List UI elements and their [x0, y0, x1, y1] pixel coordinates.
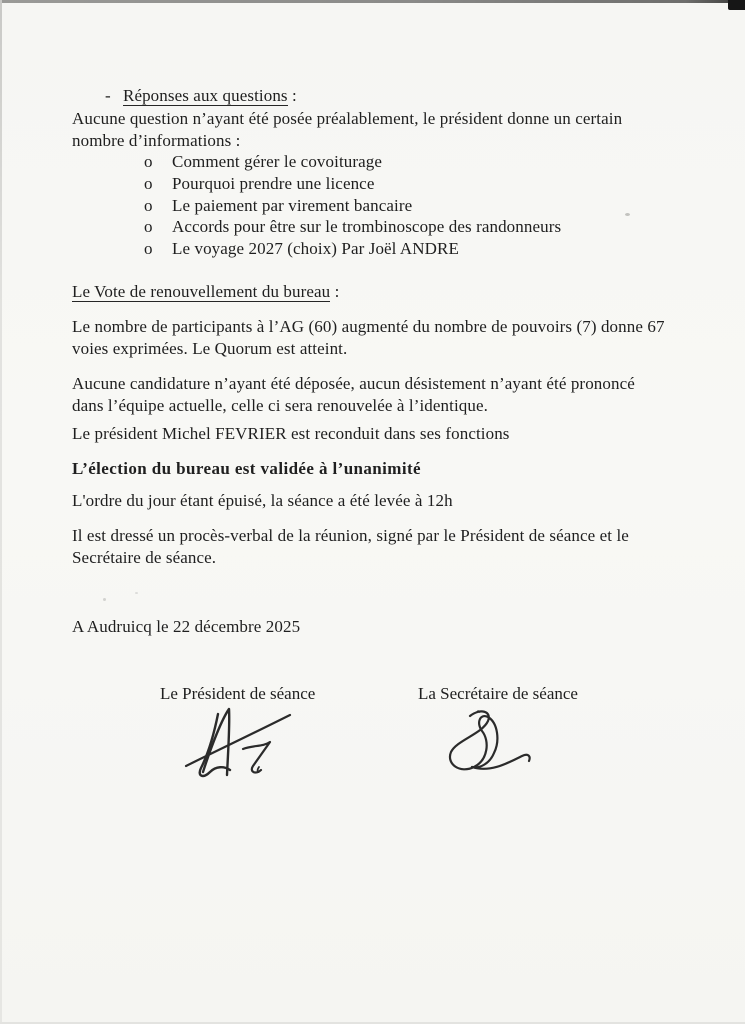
- paragraph-quorum-line: voies exprimées. Le Quorum est atteint.: [72, 339, 348, 358]
- paragraph-proces-verbal-line: Il est dressé un procès-verbal de la réunion, signé par le Président de séance et le: [72, 526, 629, 545]
- list-item-marker: o: [144, 174, 153, 193]
- paragraph-candidature-line: dans l’équipe actuelle, celle ci sera renouvelée à l’identique.: [72, 396, 488, 415]
- paragraph-intro-line: nombre d’informations :: [72, 131, 241, 150]
- paragraph-intro-line: Aucune question n’ayant été posée préalablement, le président donne un certain: [72, 109, 623, 128]
- list-item-text: Accords pour être sur le trombinoscope des randonneurs: [172, 217, 562, 236]
- scan-speck: [103, 598, 106, 601]
- scan-left-edge-artifact: [0, 0, 2, 1024]
- secretary-signature: [430, 706, 535, 778]
- list-item-text: Le voyage 2027 (choix) Par Joël ANDRE: [172, 239, 459, 258]
- section-title-responses: [105, 85, 297, 107]
- paragraph-quorum-line: Le nombre de participants à l’AG (60) augmenté du nombre de pouvoirs (7) donne 67: [72, 317, 665, 336]
- scan-corner-mark: [728, 0, 745, 10]
- line-ordre-du-jour: L'ordre du jour étant épuisé, la séance a été levée à 12h: [72, 491, 453, 510]
- section-title-vote: [72, 281, 339, 303]
- list-item: [144, 216, 561, 238]
- list-item-text: Pourquoi prendre une licence: [172, 174, 375, 193]
- list-item-text: Comment gérer le covoiturage: [172, 152, 383, 171]
- list-item-text: Le paiement par virement bancaire: [172, 196, 413, 215]
- list-item: [144, 173, 374, 195]
- section-title-text: Réponses aux questions: [123, 86, 288, 105]
- president-signature: [172, 702, 302, 787]
- list-item-marker: o: [144, 196, 153, 215]
- list-item: [144, 195, 412, 217]
- section-title-text: Le Vote de renouvellement du bureau: [72, 282, 331, 301]
- list-item-marker: o: [144, 217, 153, 236]
- list-item-marker: o: [144, 152, 153, 171]
- line-president-reconduit: Le président Michel FEVRIER est reconduit dans ses fonctions: [72, 424, 510, 443]
- secretary-signature-label: La Secrétaire de séance: [418, 684, 578, 703]
- section-title-colon: :: [287, 86, 297, 105]
- president-signature-label: Le Président de séance: [160, 684, 316, 703]
- paragraph-proces-verbal-line: Secrétaire de séance.: [72, 548, 217, 567]
- list-item: [144, 238, 459, 260]
- paragraph-candidature-line: Aucune candidature n’ayant été déposée, aucun désistement n’ayant été prononcé: [72, 374, 635, 393]
- section-title-colon: :: [330, 282, 340, 301]
- line-election-validee: L’élection du bureau est validée à l’unanimité: [72, 459, 421, 478]
- place-date-line: A Audruicq le 22 décembre 2025: [72, 617, 301, 636]
- list-item: [144, 151, 382, 173]
- scan-speck: [625, 213, 630, 216]
- scan-speck: [135, 592, 138, 594]
- dash-bullet: -: [105, 86, 111, 105]
- list-item-marker: o: [144, 239, 153, 258]
- scan-top-edge-artifact: [0, 0, 745, 3]
